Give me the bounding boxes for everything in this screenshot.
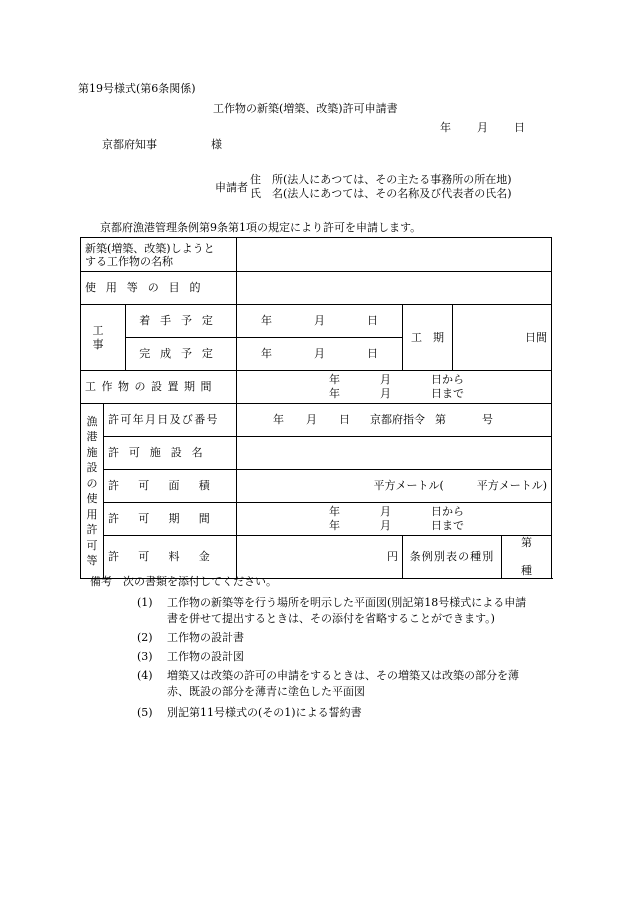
month-label: 月 [380,373,392,386]
table-row [81,437,552,470]
year-label: 年 [329,505,341,518]
from-label: 日から [431,505,465,518]
applicant-address-line: 住 所(法人にあつては、その主たる事務所の所在地) [250,173,512,186]
vertical-char: 等 [86,554,98,567]
day-label: 日 [339,413,351,426]
year-label: 年 [261,347,273,360]
remarks-item-text-cont: 書を併せて提出するときは、その添付を省略することができます。) [167,612,495,625]
remarks-item-text: 別記第11号様式の(その1)による誓約書 [167,706,362,719]
remarks-item-number: (1) [137,596,153,609]
remarks-item-number: (2) [137,631,153,644]
remarks-item-text: 工作物の設計図 [167,650,244,663]
permitted-area-label-text: 許可面積 [108,479,229,492]
table-row [81,238,552,272]
addressee-suffix: 様 [211,138,222,151]
document-title: 工作物の新築(増築、改築)許可申請書 [213,102,398,115]
table-row [81,503,552,536]
application-statement: 京都府漁港管理条例第9条第1項の規定により許可を申請します。 [100,221,422,234]
applicant-label: 申請者 [215,181,248,194]
construction-period-label: 工 期 [403,305,453,371]
vertical-char: 許 [86,523,98,536]
permit-period-label [104,503,237,536]
vertical-char: 施 [86,445,98,459]
table-row [81,470,552,503]
vertical-char: 用 [86,507,98,521]
permit-date-number-label: 許可年月日及び番号 [104,404,237,437]
vertical-char: 港 [86,430,98,443]
construction-label: 工事 [81,305,126,371]
installation-period-field[interactable] [237,371,552,404]
month-label: 月 [380,519,392,532]
start-planned-label: 着手予定 [126,305,237,338]
ordinance-category-label: 条例別表の種別 [403,536,502,579]
remarks-item-text: 増築又は改築の許可の申請をするときは、その増築又は改築の部分を薄 [167,669,519,682]
days-label: 日間 [525,330,548,344]
remarks-item [137,630,557,646]
permitted-facility-name-label: 許可施設名 [104,437,237,470]
completion-planned-label: 完成予定 [126,338,237,371]
permit-fee-field[interactable] [237,536,403,579]
year-label: 年 [329,387,341,400]
month-label: 月 [306,413,318,426]
vertical-char: 設 [86,461,98,474]
start-date-field[interactable] [237,305,403,338]
year-label: 年 [261,314,273,327]
remarks-item [137,705,557,721]
remarks-item-number: (5) [137,706,153,719]
applicant-fields [250,173,512,201]
permit-fee-label [104,536,237,579]
permit-period-label-text: 許可期間 [108,512,229,525]
application-form-table [80,237,552,579]
remarks-item [137,668,557,700]
addressee [102,138,222,152]
remarks-item-text-cont: 赤、既設の部分を薄青に塗色した平面図 [167,685,365,698]
year-label: 年 [273,413,285,426]
purpose-field[interactable] [237,272,552,305]
ordinance-category-field[interactable] [502,536,552,579]
table-row [81,272,552,305]
number-suffix: 号 [482,413,494,426]
directive-label: 京都府指令 [370,413,426,426]
category-suffix: 種 [521,564,533,577]
remarks-item-number: (3) [137,650,153,663]
permit-period-field[interactable] [237,503,552,536]
addressee-name: 京都府知事 [102,138,157,151]
form-number-label: 第19号様式(第6条関係) [78,82,196,95]
to-label: 日まで [431,519,465,532]
table-row [81,536,552,579]
table-row [81,371,552,404]
year-label: 年 [329,519,341,532]
yen-label: 円 [387,550,399,563]
purpose-label: 使用等の目的 [81,272,237,305]
month-label: 月 [314,314,326,327]
table-row [81,305,552,338]
permitted-area-label [104,470,237,503]
month-label: 月 [380,387,392,400]
vertical-char: 可 [86,538,98,552]
year-label: 年 [329,373,341,386]
date-year: 年 [440,121,451,134]
day-label: 日 [367,347,379,360]
vertical-char: 漁 [86,414,98,428]
remarks-item [137,649,557,665]
date-day: 日 [514,121,525,134]
category-prefix: 第 [521,536,533,549]
vertical-char: の [86,476,98,490]
application-date [440,121,525,135]
permitted-area-field[interactable]: 平方メートル( 平方メートル) [237,470,552,503]
permit-date-number-field[interactable] [237,404,552,437]
remarks-item-number: (4) [137,669,153,682]
construction-period-field[interactable] [453,305,552,371]
permit-fee-label-text: 許可料金 [108,550,229,563]
vertical-char: 使 [86,492,98,505]
completion-date-field[interactable] [237,338,403,371]
applicant-name-line: 氏 名(法人にあつては、その名称及び代表者の氏名) [250,187,512,200]
to-label: 日まで [431,387,465,400]
permitted-facility-name-field[interactable] [237,437,552,470]
from-label: 日から [431,373,465,386]
remarks-item [137,595,557,627]
remarks-item-text: 工作物の新築等を行う場所を明示した平面図(別記第18号様式による申請 [167,596,527,609]
structure-name-label-line1: 新築(増築、改築)しようと [85,241,215,255]
month-label: 月 [380,505,392,518]
permit-vertical-label [81,404,104,579]
remarks-item-text: 工作物の設計書 [167,631,244,644]
installation-period-label: 工作物の設置期間 [81,371,237,404]
month-label: 月 [314,347,326,360]
table-row [81,404,552,437]
day-label: 日 [367,314,379,327]
structure-name-field[interactable] [237,238,552,272]
number-prefix: 第 [435,413,447,426]
date-month: 月 [477,121,488,134]
remarks-heading: 備考 次の書類を添付してください。 [90,575,277,588]
structure-name-label-line2: する工作物の名称 [85,254,173,268]
structure-name-label [81,238,237,272]
